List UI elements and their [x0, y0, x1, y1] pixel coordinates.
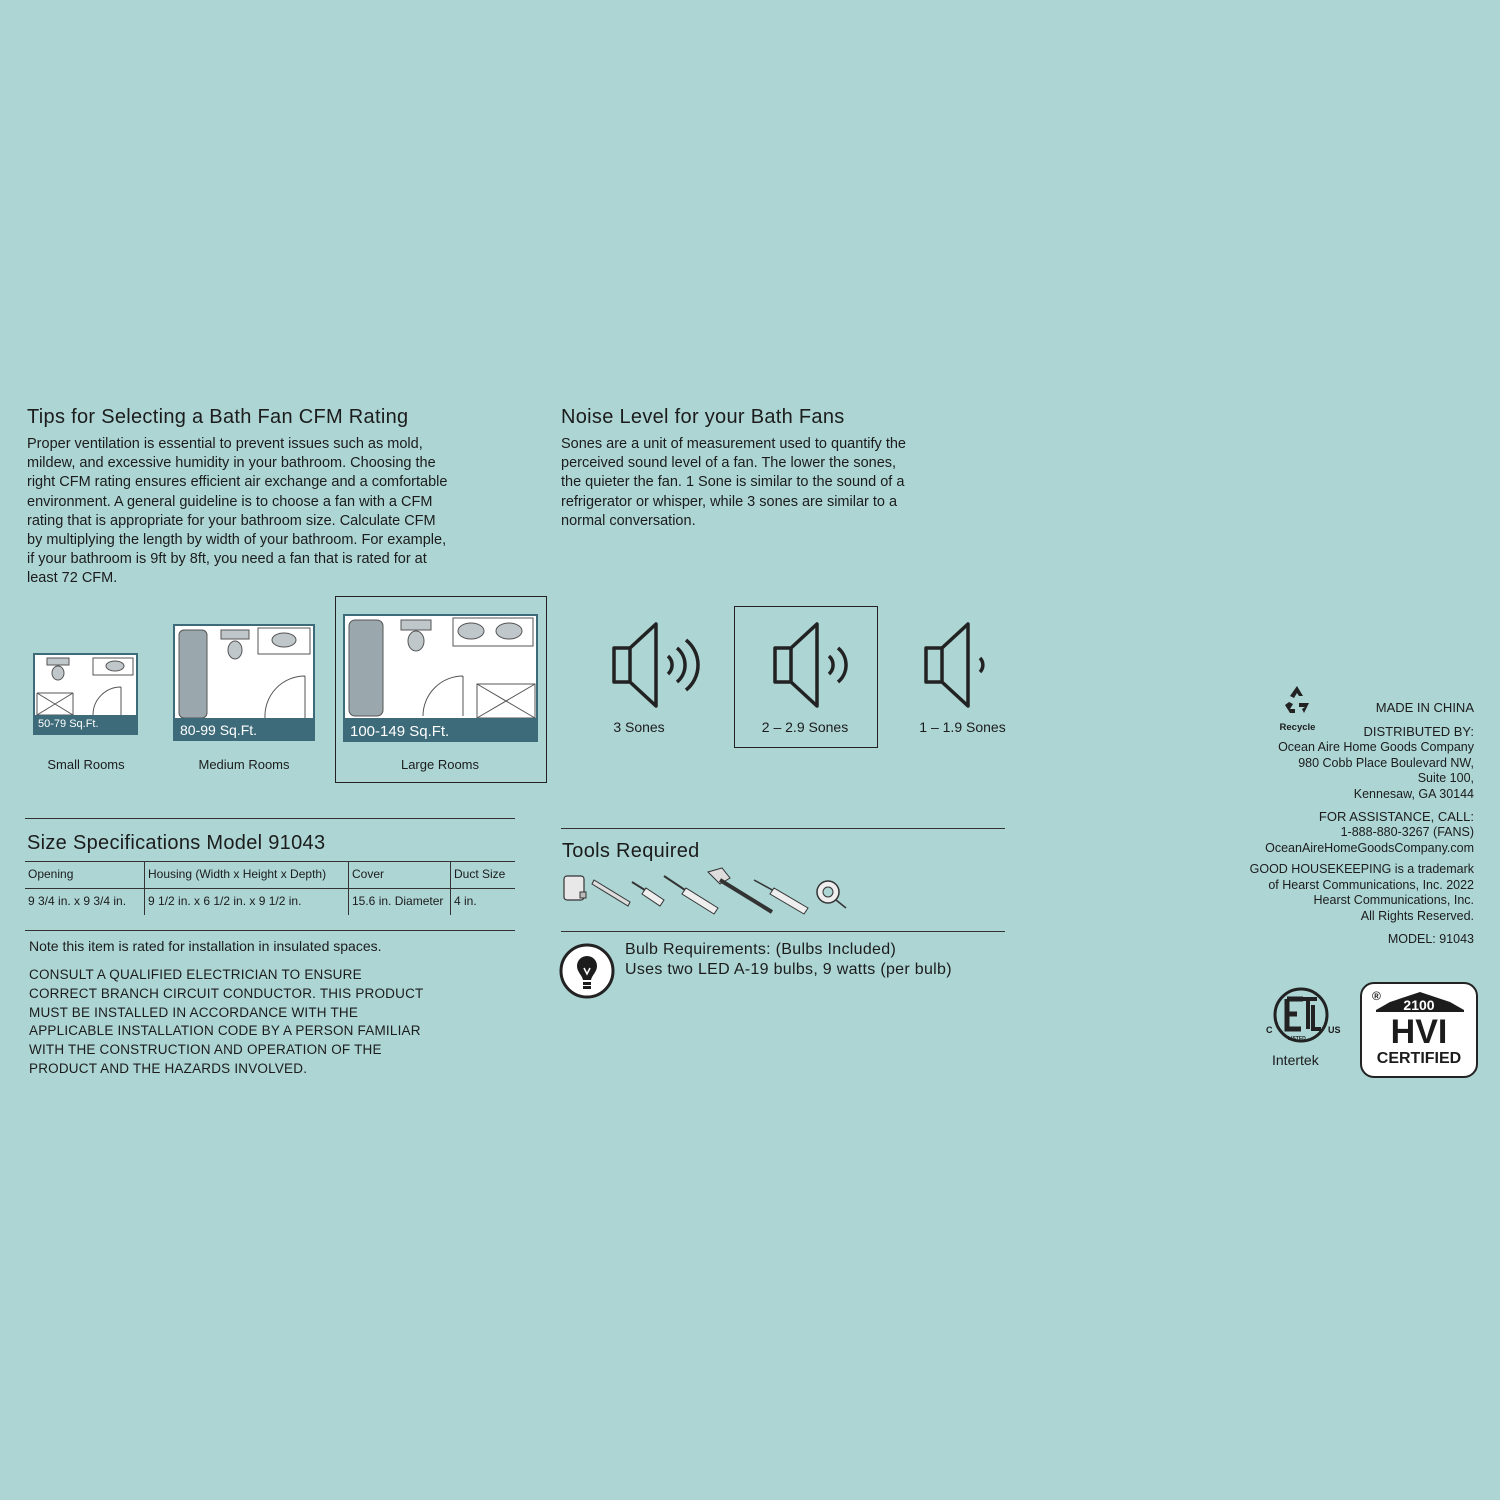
etl-listed-text: LISTED — [1288, 1036, 1306, 1042]
screwdriver-icon — [632, 882, 664, 906]
cfm-line: Proper ventilation is essential to prevent issues such as mold, — [27, 436, 423, 452]
noise-line: refrigerator or whisper, while 3 sones are similar to a — [561, 493, 898, 510]
trademark-line: Hearst Communications, Inc. — [1313, 893, 1474, 908]
divider — [561, 931, 1005, 932]
sone-level-2: 2 – 2.9 Sones — [761, 719, 849, 735]
specs-value-cell: 15.6 in. Diameter — [349, 889, 451, 916]
specs-title: Size Specifications Model 91043 — [27, 832, 326, 854]
warning-line: MUST BE INSTALLED IN ACCORDANCE WITH THE — [29, 1004, 359, 1020]
specs-header-cell: Housing (Width x Height x Depth) — [145, 862, 349, 889]
electrician-warning — [29, 966, 423, 1079]
speaker-loud-icon — [610, 620, 702, 712]
hvi-letters: HVI — [1390, 1013, 1448, 1051]
company-website: OceanAireHomeGoodsCompany.com — [1265, 841, 1474, 855]
cfm-line: if your bathroom is 9ft by 8ft, you need a fan that is rated for at — [27, 551, 427, 568]
address-line: Ocean Aire Home Goods Company — [1278, 740, 1474, 754]
registered-mark: ® — [1372, 989, 1381, 1003]
noise-line: normal conversation. — [561, 512, 696, 529]
bulb-requirements-detail: Uses two LED A-19 bulbs, 9 watts (per bulb) — [625, 961, 952, 978]
cfm-line: by multiplying the length by width of your bathroom. For example, — [27, 532, 447, 549]
speaker-quiet-icon — [922, 620, 992, 712]
screwdriver-large-icon — [664, 876, 718, 914]
divider — [561, 828, 1005, 829]
tape-measure-icon — [564, 876, 586, 900]
small-room-size: 50-79 Sq.Ft. — [38, 718, 99, 730]
specs-table — [25, 862, 515, 915]
hvi-number: 2100 — [1403, 997, 1435, 1013]
specs-header-cell: Duct Size — [451, 862, 516, 889]
medium-room-label: Medium Rooms — [198, 757, 290, 772]
specs-header-cell: Cover — [349, 862, 451, 889]
cfm-line: least 72 CFM. — [27, 570, 118, 587]
hammer-icon — [708, 868, 772, 912]
trademark-notice — [1250, 862, 1474, 924]
cfm-line: right CFM rating ensures efficient air exchange and a comfortable — [27, 474, 448, 491]
recycle-label: Recycle — [1279, 722, 1316, 733]
electrical-tape-icon — [817, 881, 846, 908]
utility-knife-icon — [754, 880, 808, 914]
cfm-line: rating that is appropriate for your bathroom size. Calculate CFM — [27, 512, 436, 529]
specs-value-cell: 4 in. — [451, 889, 516, 916]
noise-title: Noise Level for your Bath Fans — [561, 406, 845, 428]
assistance-label: FOR ASSISTANCE, CALL: — [1318, 809, 1474, 824]
recycle-icon — [1280, 683, 1314, 717]
insulation-note: Note this item is rated for installation in insulated spaces. — [29, 938, 382, 954]
cfm-title: Tips for Selecting a Bath Fan CFM Rating — [27, 406, 409, 428]
warning-line: WITH THE CONSTRUCTION AND OPERATION OF THE — [29, 1042, 382, 1058]
warning-line: CORRECT BRANCH CIRCUIT CONDUCTOR. THIS PRODUCT — [29, 985, 424, 1001]
sone-level-1: 1 – 1.9 Sones — [919, 719, 1006, 735]
trademark-line: All Rights Reserved. — [1360, 908, 1474, 923]
warning-line: APPLICABLE INSTALLATION CODE BY A PERSON FAMILIAR — [29, 1023, 421, 1039]
address-line: 980 Cobb Place Boulevard NW, — [1298, 755, 1474, 770]
cfm-line: mildew, and excessive humidity in your bathroom. Choosing the — [27, 455, 436, 472]
company-address — [1278, 740, 1474, 802]
medium-room-size: 80-99 Sq.Ft. — [180, 722, 258, 738]
phone-number: 1-888-880-3267 (FANS) — [1340, 825, 1474, 839]
hvi-certified-text: CERTIFIED — [1376, 1050, 1462, 1067]
cfm-line: environment. A general guideline is to choose a fan with a CFM — [27, 493, 433, 510]
speaker-medium-icon — [771, 620, 851, 712]
bulb-requirements-title: Bulb Requirements: (Bulbs Included) — [625, 941, 897, 958]
specs-header-row — [25, 862, 515, 889]
large-room-label: Large Rooms — [400, 757, 480, 772]
trademark-line: GOOD HOUSEKEEPING is a trademark — [1249, 862, 1474, 876]
small-room-label: Small Rooms — [47, 757, 125, 772]
intertek-label: Intertek — [1272, 1052, 1319, 1068]
warning-line: PRODUCT AND THE HAZARDS INVOLVED. — [29, 1060, 308, 1076]
address-line: Kennesaw, GA 30144 — [1353, 786, 1474, 801]
specs-value-cell: 9 1/2 in. x 6 1/2 in. x 9 1/2 in. — [145, 889, 349, 916]
divider — [25, 818, 515, 819]
noise-line: Sones are a unit of measurement used to quantify the — [561, 436, 906, 452]
etl-c-mark: C — [1266, 1025, 1273, 1035]
warning-line: CONSULT A QUALIFIED ELECTRICIAN TO ENSURE — [29, 967, 362, 982]
divider — [25, 930, 515, 931]
distributed-by-label: DISTRIBUTED BY: — [1363, 724, 1474, 739]
trademark-line: of Hearst Communications, Inc. 2022 — [1268, 877, 1474, 892]
specs-value-row — [25, 889, 515, 916]
tools-illustration — [562, 866, 852, 918]
noise-line: perceived sound level of a fan. The lower the sones, — [561, 455, 897, 472]
large-room-size: 100-149 Sq.Ft. — [350, 723, 450, 740]
tools-title: Tools Required — [562, 840, 700, 862]
model-number: MODEL: 91043 — [1387, 932, 1474, 946]
specs-header-cell: Opening — [25, 862, 145, 889]
hvi-certified-badge — [1360, 982, 1478, 1078]
cfm-paragraph — [27, 435, 497, 589]
pencil-icon — [592, 880, 630, 906]
address-line: Suite 100, — [1417, 771, 1474, 786]
noise-paragraph — [561, 435, 961, 531]
specs-value-cell: 9 3/4 in. x 9 3/4 in. — [28, 894, 127, 908]
made-in-label: MADE IN CHINA — [1375, 700, 1474, 715]
etl-us-mark: US — [1328, 1025, 1341, 1035]
sone-level-3: 3 Sones — [613, 719, 665, 735]
noise-line: the quieter the fan. 1 Sone is similar to the sound of a — [561, 474, 905, 491]
light-bulb-icon — [558, 942, 616, 1000]
